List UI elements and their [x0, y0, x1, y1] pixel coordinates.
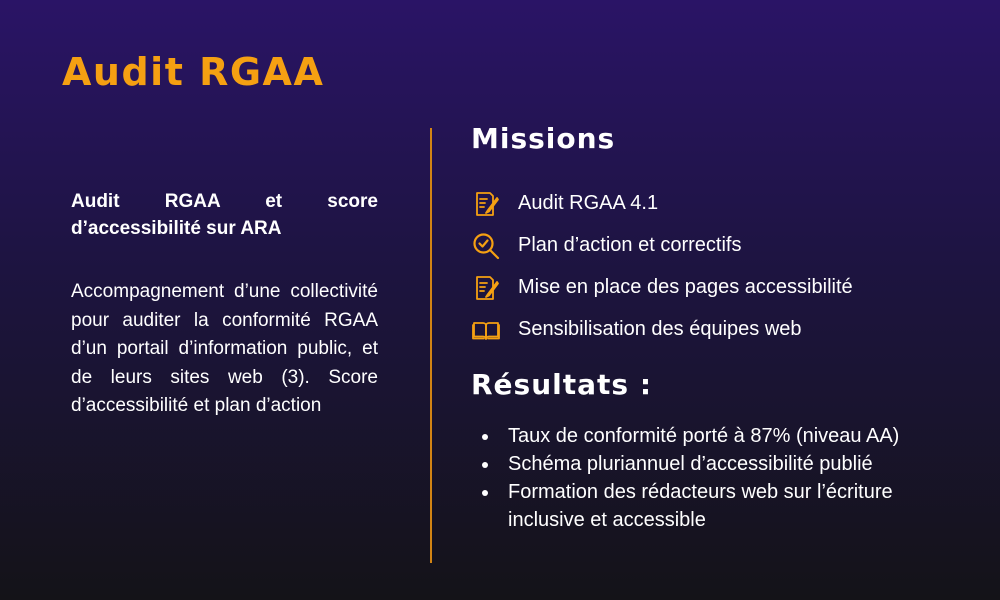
project-description: Accompagnement d’une collectivité pour auditer la conformité RGAA d’un portail d’information public, et de leurs sites web (3). Score d’accessibilité et plan d’action	[71, 281, 378, 416]
mission-item	[470, 188, 970, 219]
document-pen-icon	[470, 272, 502, 303]
mission-label: Audit RGAA 4.1	[518, 192, 659, 214]
list-item: Taux de conformité porté à 87% (niveau AA)	[480, 422, 970, 450]
mission-item	[470, 272, 970, 303]
missions-heading: Missions	[471, 122, 616, 155]
magnifier-check-icon	[470, 230, 502, 261]
missions-list	[470, 188, 970, 356]
document-pen-icon	[470, 188, 502, 219]
project-subtitle: Audit RGAA et score d’accessibilité sur ARA	[71, 191, 378, 239]
vertical-divider	[430, 128, 432, 563]
mission-label: Plan d’action et correctifs	[518, 234, 742, 256]
mission-item	[470, 230, 970, 261]
mission-item	[470, 314, 970, 345]
mission-label: Sensibilisation des équipes web	[518, 318, 802, 340]
project-summary	[71, 188, 378, 421]
results-heading: Résultats :	[471, 368, 653, 401]
list-item: Schéma pluriannuel d’accessibilité publié	[480, 450, 970, 478]
list-item: Formation des rédacteurs web sur l’écriture inclusive et accessible	[480, 478, 970, 534]
results-list	[480, 422, 970, 534]
page-title: Audit RGAA	[62, 50, 325, 94]
mission-label: Mise en place des pages accessibilité	[518, 276, 853, 298]
open-book-icon	[470, 314, 502, 345]
